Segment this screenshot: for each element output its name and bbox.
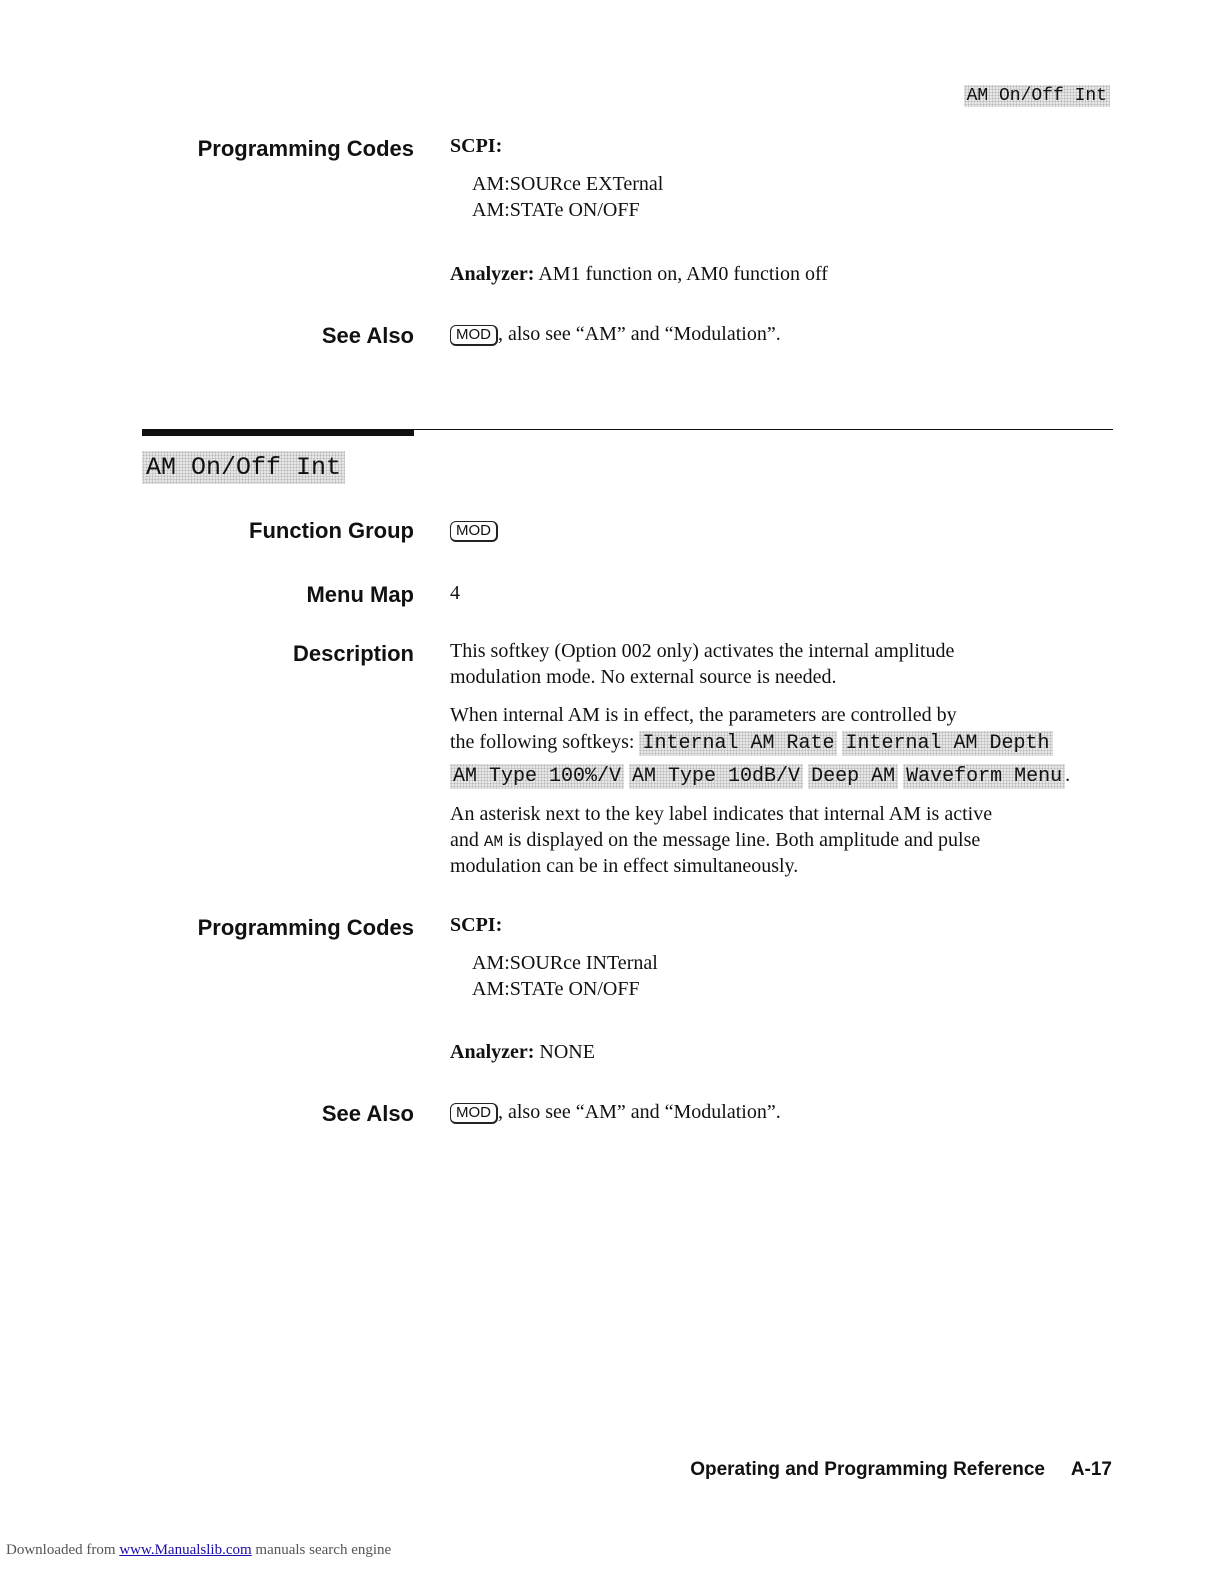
prev-scpi-label: SCPI: [450, 135, 503, 157]
footer-title: Operating and Programming Reference [690, 1459, 1045, 1480]
analyzer-line [450, 1039, 595, 1065]
softkey-waveform-menu: Waveform Menu [903, 764, 1065, 789]
mod-key-icon: MOD [450, 325, 498, 346]
analyzer-label: Analyzer: [450, 1041, 535, 1063]
softkey-am-type-10db: AM Type 10dB/V [629, 764, 803, 789]
desc-p3-line-2: and AM is displayed on the message line. Both amplitude and pulse [450, 829, 981, 851]
prev-scpi-line-1: AM:SOURce EXTernal [472, 173, 664, 195]
programming-codes-heading: Programming Codes [197, 915, 414, 940]
softkey-deep-am: Deep AM [808, 764, 898, 789]
manualslib-link[interactable]: www.Manualslib.com [119, 1542, 252, 1558]
page-footer [690, 1459, 1112, 1481]
prev-see-also-text: , also see “AM” and “Modulation”. [498, 323, 781, 345]
am-display-annotation: AM [483, 833, 504, 851]
prev-programming-codes-heading: Programming Codes [197, 136, 414, 161]
desc-p3-line-3: modulation can be in effect simultaneously. [450, 855, 799, 877]
prev-see-also-line [450, 321, 781, 347]
scpi-line-2: AM:STATe ON/OFF [472, 978, 640, 1000]
menu-map-heading: Menu Map [306, 582, 414, 607]
section-title: AM On/Off Int [142, 450, 345, 485]
function-group-value [450, 517, 498, 543]
mod-key-icon: MOD [450, 1103, 498, 1124]
desc-p1-line-1: This softkey (Option 002 only) activates the internal amplitude [450, 640, 955, 662]
scpi-label: SCPI: [450, 914, 503, 936]
page-number: A-17 [1070, 1459, 1112, 1480]
prev-analyzer-line [450, 261, 828, 287]
prev-analyzer-value: AM1 function on, AM0 function off [538, 263, 828, 285]
desc-p2-line-1: When internal AM is in effect, the parameters are controlled by [450, 704, 957, 726]
desc-p1-line-2: modulation mode. No external source is needed. [450, 666, 837, 688]
analyzer-value: NONE [539, 1041, 595, 1063]
see-also-heading: See Also [321, 1101, 414, 1126]
softkey-am-type-100: AM Type 100%/V [450, 764, 624, 789]
function-group-heading: Function Group [249, 518, 414, 543]
description-heading: Description [292, 641, 414, 666]
desc-p2-line-2: the following softkeys: Internal AM Rate Internal AM Depth [450, 729, 1053, 757]
menu-map-value: 4 [450, 582, 460, 604]
prev-see-also-heading: See Also [321, 323, 414, 348]
download-note: Downloaded from www.Manualslib.com manuals search engine [6, 1542, 392, 1558]
prev-scpi-line-2: AM:STATe ON/OFF [472, 199, 640, 221]
desc-p2-line-3: AM Type 100%/V AM Type 10dB/V Deep AM Waveform Menu . [450, 762, 1070, 790]
scpi-line-1: AM:SOURce INTernal [472, 952, 658, 974]
section-divider-bold [142, 429, 414, 436]
see-also-line [450, 1099, 781, 1125]
mod-key-icon: MOD [450, 521, 498, 542]
running-header: AM On/Off Int [964, 84, 1110, 106]
softkey-internal-am-depth: Internal AM Depth [842, 731, 1052, 756]
see-also-text: , also see “AM” and “Modulation”. [498, 1101, 781, 1123]
desc-p3-line-1: An asterisk next to the key label indicates that internal AM is active [450, 803, 993, 825]
prev-analyzer-label: Analyzer: [450, 263, 535, 285]
softkey-internal-am-rate: Internal AM Rate [639, 731, 837, 756]
